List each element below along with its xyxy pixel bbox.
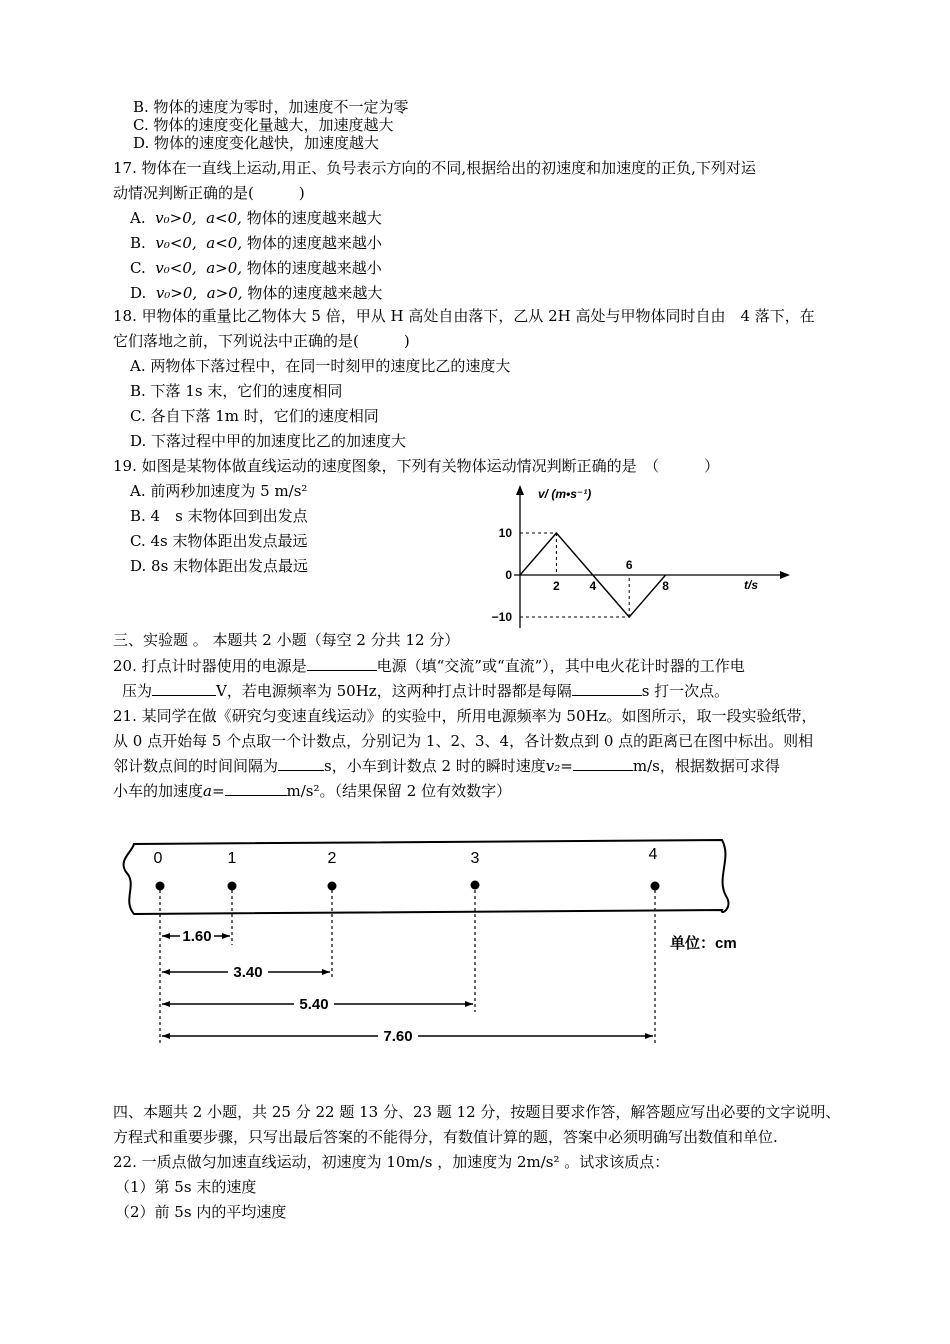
q21-blank-acceleration[interactable] xyxy=(225,781,287,796)
q18-option-b: B. 下落 1s 末，它们的速度相同 xyxy=(130,382,343,400)
q20-blank-power[interactable] xyxy=(307,656,377,671)
point-label-0: 0 xyxy=(153,850,163,867)
x-tick-label-6: 6 xyxy=(625,558,633,572)
q19-option-d: D. 8s 末物体距出发点最远 xyxy=(130,557,309,575)
q17-stem-line2: 动情况判断正确的是( ) xyxy=(113,184,305,202)
y-tick-label-1: 0 xyxy=(505,568,512,582)
q17-option-d: D. v₀>0, a>0, 物体的速度越来越大 xyxy=(130,284,383,302)
q22-part-2: （2）前 5s 内的平均速度 xyxy=(115,1203,287,1221)
q19-stem: 19. 如图是某物体做直线运动的速度图象，下列有关物体运动情况判断正确的是 （ ） xyxy=(113,457,720,475)
q16-option-c: C. 物体的速度变化量越大，加速度越大 xyxy=(133,116,394,134)
distance-label-4: 7.60 xyxy=(383,1028,413,1045)
y-tick-label-2: −10 xyxy=(491,610,512,624)
q21-blank-interval[interactable] xyxy=(278,756,324,771)
distance-label-1: 1.60 xyxy=(182,928,212,945)
ticker-tape-diagram xyxy=(110,830,750,1055)
q17-stem-line1: 17. 物体在一直线上运动,用正、负号表示方向的不同,根据给出的初速度和加速度的正负,下列对运 xyxy=(113,159,756,177)
q22-part-1: （1）第 5s 末的速度 xyxy=(115,1178,257,1196)
tape-dot-1 xyxy=(228,882,237,891)
q19-option-b: B. 4 s 末物体回到出发点 xyxy=(130,507,308,525)
q16-option-b: B. 物体的速度为零时，加速度不一定为零 xyxy=(133,98,409,116)
unit-label: 单位：cm xyxy=(670,935,737,952)
q18-stem-line1: 18. 甲物体的重量比乙物体大 5 倍，甲从 H 高处自由落下，乙从 2H 高处与甲物体同时自由 4 落下，在 xyxy=(113,307,815,325)
point-label-1: 1 xyxy=(227,850,237,867)
x-tick-label-8: 8 xyxy=(662,579,669,593)
q20-blank-voltage[interactable] xyxy=(152,681,216,696)
q19-option-a: A. 前两秒加速度为 5 m/s² xyxy=(130,482,308,500)
section-3-title: 三、实验题 。 本题共 2 小题（每空 2 分共 12 分） xyxy=(113,631,460,649)
q21-blank-velocity[interactable] xyxy=(573,756,633,771)
tape-dot-0 xyxy=(156,882,165,891)
velocity-time-chart xyxy=(470,478,810,638)
q17-option-b: B. v₀<0, a<0, 物体的速度越来越小 xyxy=(130,234,382,252)
section-4-line2: 方程式和重要步骤，只写出最后答案的不能得分，有数值计算的题，答案中必须明确写出数值和单位. xyxy=(113,1128,778,1146)
x-tick-label-2: 2 xyxy=(553,579,560,593)
q20-line2: 压为 V，若电源频率为 50Hz，这两种打点计时器都是每隔 s 打一次点。 xyxy=(122,682,730,700)
section-4-line1: 四、本题共 2 小题，共 25 分 22 题 13 分、23 题 12 分，按题目要求作答，解答题应写出必要的文字说明、 xyxy=(113,1103,841,1121)
q18-option-a: A. 两物体下落过程中，在同一时刻甲的速度比乙的速度大 xyxy=(130,357,511,375)
tape-outline xyxy=(124,840,729,914)
q21-line4: 小车的加速度a= m/s²。（结果保留 2 位有效数字） xyxy=(113,782,512,800)
tape-dot-2 xyxy=(328,882,337,891)
distance-label-2: 3.40 xyxy=(233,964,263,981)
q20-line1: 20. 打点计时器使用的电源是 电源（填“交流”或“直流”），其中电火花计时器的工作电 xyxy=(113,657,745,675)
q18-stem-line2: 它们落地之前，下列说法中正确的是( ) xyxy=(113,332,410,350)
q21-line3: 邻计数点间的时间间隔为 s，小车到计数点 2 时的瞬时速度v₂= m/s，根据数据可求得 xyxy=(113,757,780,775)
y-axis-arrow xyxy=(516,485,524,495)
q19-option-c: C. 4s 末物体距出发点最远 xyxy=(130,532,308,550)
q18-option-d: D. 下落过程中甲的加速度比乙的加速度大 xyxy=(130,432,407,450)
y-axis-label: v/ (m•s⁻¹) xyxy=(538,487,592,501)
x-axis-label: t/s xyxy=(744,578,759,592)
q17-option-a: A. v₀>0, a<0, 物体的速度越来越大 xyxy=(130,209,382,227)
q20-blank-interval[interactable] xyxy=(572,681,642,696)
q18-option-c: C. 各自下落 1m 时，它们的速度相同 xyxy=(130,407,379,425)
q17-option-c: C. v₀<0, a>0, 物体的速度越来越小 xyxy=(130,259,382,277)
point-label-3: 3 xyxy=(470,850,480,867)
y-tick-label-0: 10 xyxy=(498,526,512,540)
x-axis-arrow xyxy=(780,571,790,579)
q16-option-d: D. 物体的速度变化越快，加速度越大 xyxy=(133,134,380,152)
q21-line1: 21. 某同学在做《研究匀变速直线运动》的实验中，所用电源频率为 50Hz。如图所示，取一段实验纸带， xyxy=(113,707,817,725)
x-tick-label-4: 4 xyxy=(589,579,597,593)
tape-dot-3 xyxy=(471,881,480,890)
q22-stem: 22. 一质点做匀加速直线运动，初速度为 10m/s ，加速度为 2m/s² 。试求该质点： xyxy=(113,1153,670,1171)
tape-dot-4 xyxy=(651,882,660,891)
point-label-2: 2 xyxy=(327,850,337,867)
chart-axes xyxy=(514,485,790,628)
distance-label-3: 5.40 xyxy=(299,996,329,1013)
point-label-4: 4 xyxy=(648,846,658,863)
q21-line2: 从 0 点开始每 5 个点取一个计数点，分别记为 1、2、3、4，各计数点到 0 点的距离已在图中标出。则相 xyxy=(113,732,814,750)
